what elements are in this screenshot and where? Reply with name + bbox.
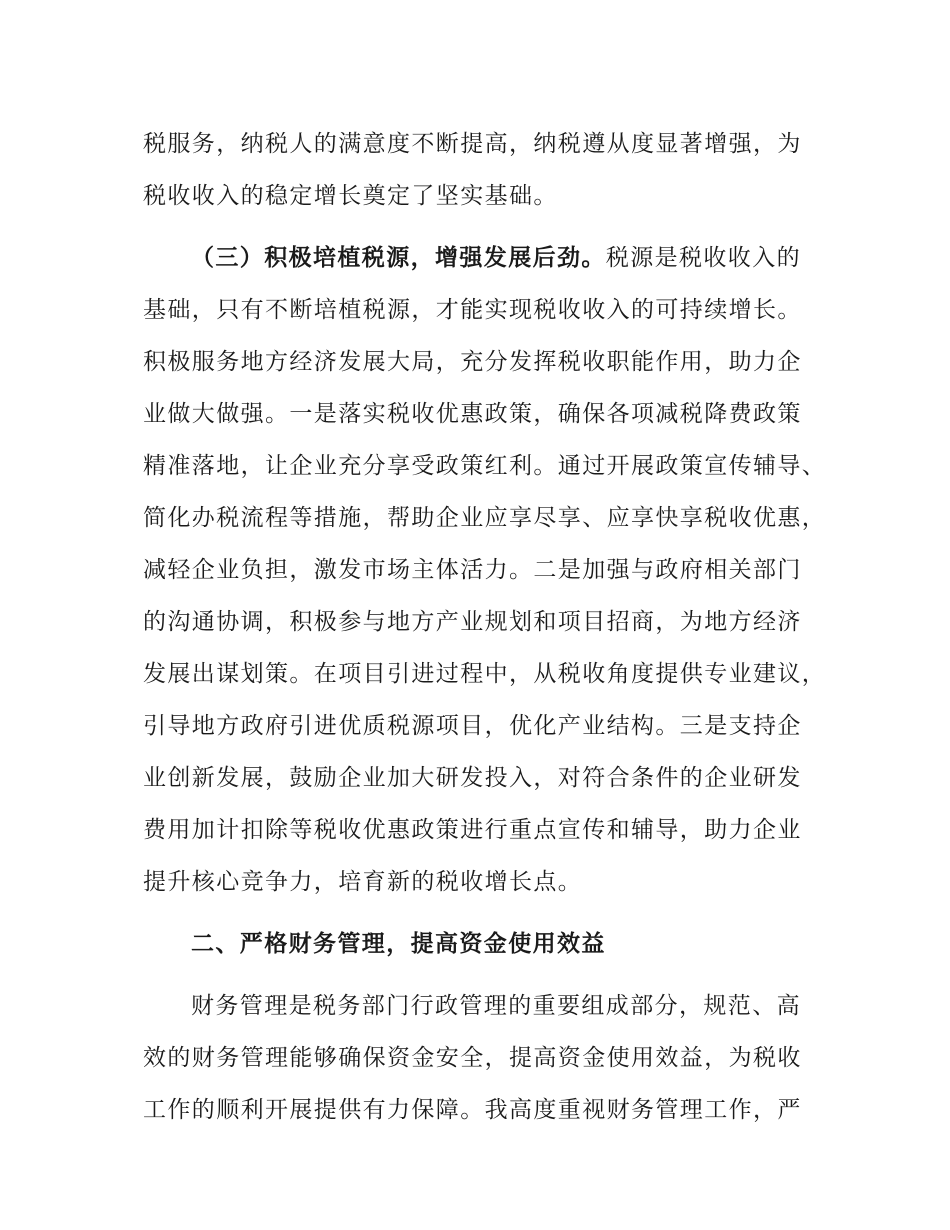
paragraph-spacer xyxy=(143,222,808,232)
paragraph-line: 效的财务管理能够确保资金安全，提高资金使用效益，为税收 xyxy=(143,1045,802,1071)
paragraph-line: 基础，只有不断培植税源，才能实现税收收入的可持续增长。 xyxy=(143,297,802,323)
paragraph-spacer xyxy=(143,970,808,980)
section-heading: 二、严格财务管理，提高资金使用效益 xyxy=(191,931,606,957)
paragraph-line: 简化办税流程等措施，帮助企业应享尽享、应享快享税收优惠， xyxy=(143,505,827,531)
paragraph-line: 减轻企业负担，激发市场主体活力。二是加强与政府相关部门 xyxy=(143,557,802,583)
paragraph-first-line: 财务管理是税务部门行政管理的重要组成部分，规范、高 xyxy=(191,993,801,1019)
paragraph-spacer xyxy=(143,908,808,918)
paragraph-2 xyxy=(143,232,827,908)
paragraph-3 xyxy=(143,980,808,1136)
paragraph-line: 工作的顺利开展提供有力保障。我高度重视财务管理工作，严 xyxy=(143,1097,802,1123)
subsection-heading: （三）积极培植税源，增强发展后劲。 xyxy=(191,245,606,271)
document-body xyxy=(143,118,827,1136)
paragraph-first-line xyxy=(143,232,808,284)
paragraph-line: 的沟通协调，积极参与地方产业规划和项目招商，为地方经济 xyxy=(143,609,802,635)
paragraph-line: 业做大做强。一是落实税收优惠政策，确保各项减税降费政策 xyxy=(143,401,802,427)
paragraph-text: 税源是税收收入的 xyxy=(605,245,802,271)
paragraph-line: 业创新发展，鼓励企业加大研发投入，对符合条件的企业研发 xyxy=(143,765,802,791)
paragraph-line: 发展出谋划策。在项目引进过程中，从税收角度提供专业建议， xyxy=(143,661,827,687)
paragraph-line: 税收收入的稳定增长奠定了坚实基础。 xyxy=(143,183,558,209)
paragraph-1 xyxy=(143,118,808,222)
paragraph-line: 精准落地，让企业充分享受政策红利。通过开展政策宣传辅导、 xyxy=(143,453,827,479)
paragraph-line: 提升核心竞争力，培育新的税收增长点。 xyxy=(143,869,583,895)
paragraph-line: 积极服务地方经济发展大局，充分发挥税收职能作用，助力企 xyxy=(143,349,802,375)
paragraph-line: 引导地方政府引进优质税源项目，优化产业结构。三是支持企 xyxy=(143,713,802,739)
paragraph-line: 费用加计扣除等税收优惠政策进行重点宣传和辅导，助力企业 xyxy=(143,817,802,843)
paragraph-line: 税服务，纳税人的满意度不断提高，纳税遵从度显著增强，为 xyxy=(143,131,802,157)
